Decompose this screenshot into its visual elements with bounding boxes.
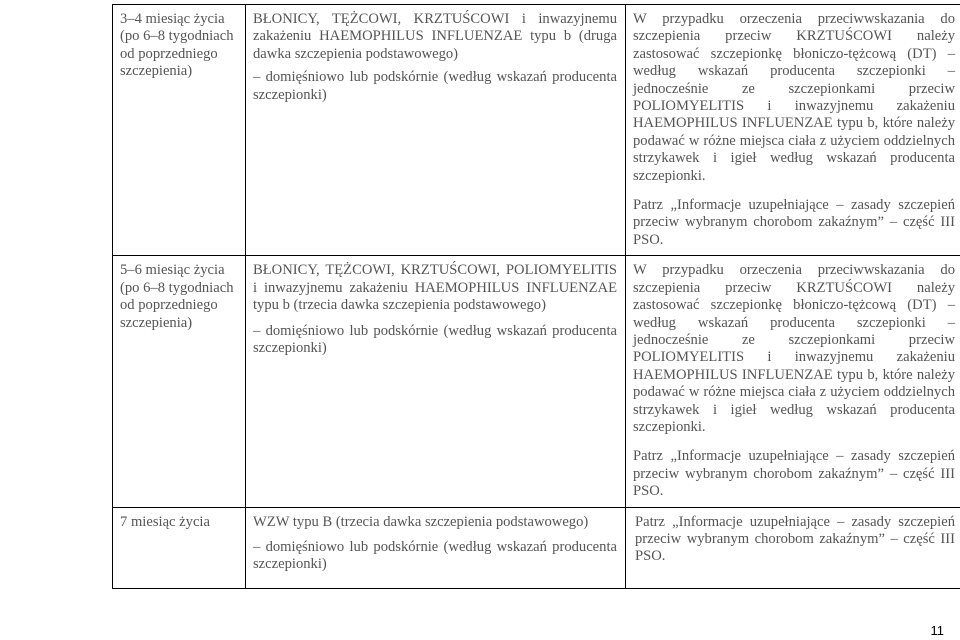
table-row bbox=[113, 5, 960, 256]
note-cell bbox=[626, 256, 960, 507]
age-text: 3–4 miesiąc życia (po 6–8 tygodniach od poprzedniego szczepienia) bbox=[120, 11, 234, 80]
note-cell bbox=[626, 5, 960, 256]
vaccine-text: BŁONICY, TĘŻCOWI, KRZTUŚCOWI i inwazyjnemu zakażeniu HAEMOPHILUS INFLUENZAE typu b (druga dawka szczepienia podstawowego) bbox=[253, 11, 617, 62]
page-number: 11 bbox=[930, 623, 944, 638]
route-text: – domięśniowo lub podskórnie (według wskazań producenta szczepionki) bbox=[253, 538, 617, 573]
age-cell bbox=[113, 507, 246, 588]
see-also-text: Patrz „Informacje uzupełniające – zasady szczepień przeciw wybranym chorobom zakaźnym” – część III PSO. bbox=[633, 197, 955, 248]
age-text: 7 miesiąc życia bbox=[120, 513, 210, 530]
route-text: – domięśniowo lub podskórnie (według wskazań producenta szczepionki) bbox=[253, 322, 617, 356]
see-also-text: Patrz „Informacje uzupełniające – zasady szczepień przeciw wybranym chorobom zakaźnym” – część III PSO. bbox=[635, 513, 955, 565]
vaccine-text: BŁONICY, TĘŻCOWI, KRZTUŚCOWI, POLIOMYELITIS i inwazyjnemu zakażeniu HAEMOPHILUS INFLUENZAE typu b (trzecia dawka szczepienia podstawowego) bbox=[253, 262, 617, 314]
table-row bbox=[113, 256, 960, 507]
note-text: W przypadku orzeczenia przeciwwskazania do szczepienia przeciw KRZTUŚCOWI należy zastosować szczepionkę błoniczo-tężcową (DT) – według wskazań producenta szczepionki – jednocześnie ze szczepionkami przeciw POLIOMYELITIS i inwazyjnemu zakażeniu HAEMOPHILUS INFLUENZAE typu b, które należy podawać w różne miejsca ciała z użyciem oddzielnych strzykawek i igieł według wskazań producenta szczepionki. bbox=[633, 262, 955, 435]
age-cell bbox=[113, 5, 246, 256]
vaccination-schedule-table bbox=[112, 4, 960, 589]
vaccine-cell bbox=[246, 5, 626, 256]
see-also-text: Patrz „Informacje uzupełniające – zasady szczepień przeciw wybranym chorobom zakaźnym” – część III PSO. bbox=[633, 448, 955, 500]
note-cell bbox=[626, 507, 960, 588]
age-text: 5–6 miesiąc życia (po 6–8 tygodniach od poprzedniego szczepienia) bbox=[120, 262, 234, 331]
note-text: W przypadku orzeczenia przeciwwskazania do szczepienia przeciw KRZTUŚCOWI należy zastosować szczepionkę błoniczo-tężcową (DT) – według wskazań producenta szczepionki – jednocześnie ze szczepionkami przeciw POLIOMYELITIS i inwazyjnemu zakażeniu HAEMOPHILUS INFLUENZAE typu b, które należy podawać w różne miejsca ciała z użyciem oddzielnych strzykawek i igieł według wskazań producenta szczepionki. bbox=[633, 11, 955, 184]
table-row bbox=[113, 507, 960, 588]
vaccine-cell bbox=[246, 507, 626, 588]
vaccine-text: WZW typu B (trzecia dawka szczepienia podstawowego) bbox=[253, 513, 589, 530]
vaccine-cell bbox=[246, 256, 626, 507]
age-cell bbox=[113, 256, 246, 507]
route-text: – domięśniowo lub podskórnie (według wskazań producenta szczepionki) bbox=[253, 69, 617, 103]
